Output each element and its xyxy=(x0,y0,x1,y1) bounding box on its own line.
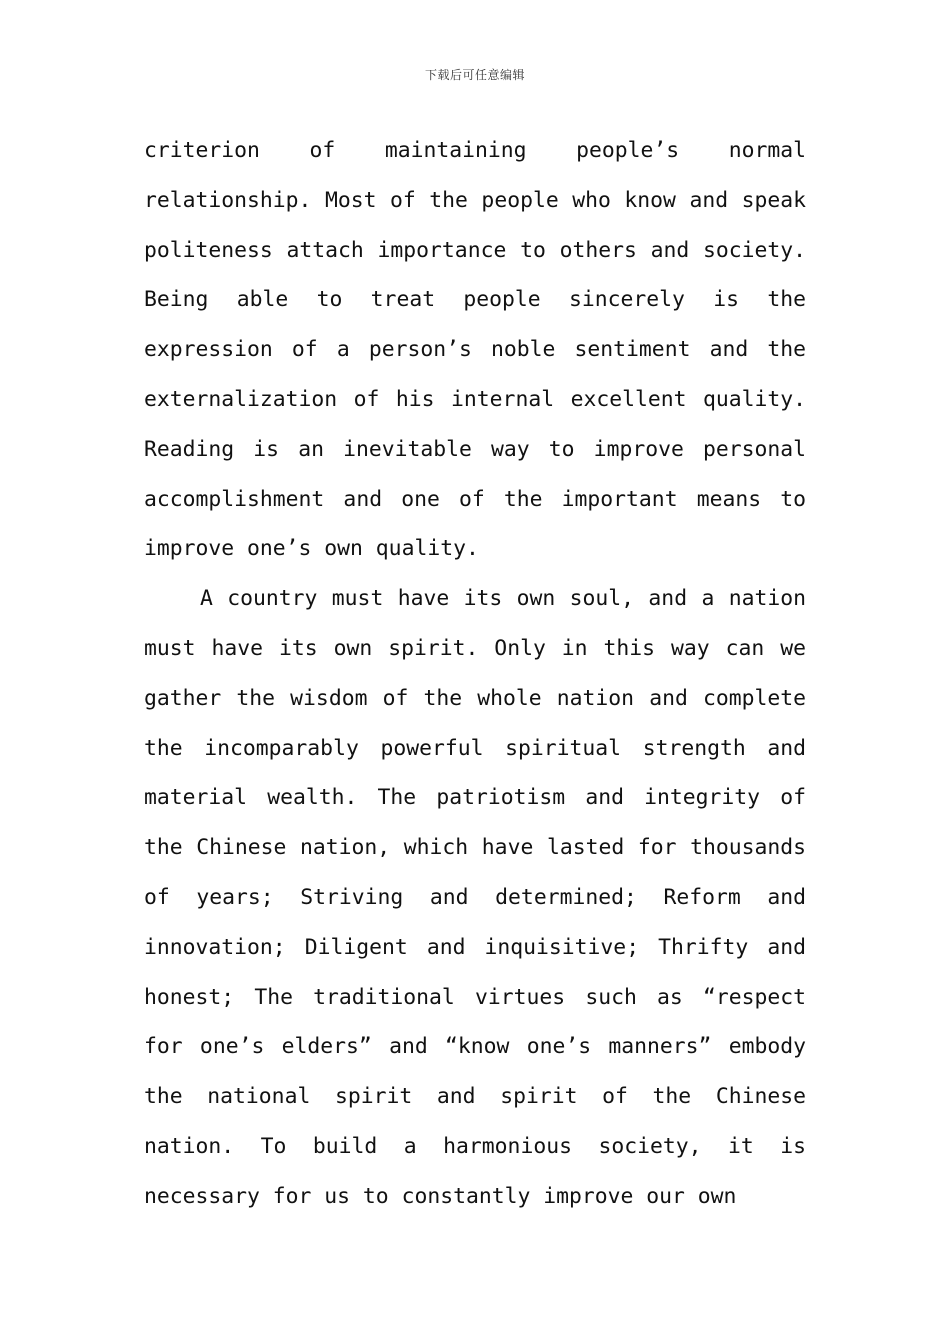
page-header: 下载后可任意编辑 xyxy=(424,68,525,82)
document-body xyxy=(144,126,806,1222)
paragraph-continuation: criterion of maintaining people’s normal relationship. Most of the people who know and speak politeness attach importance to others and society. Being able to treat people sincerely is the expression of a person’s noble sentiment and the externalization of his internal excellent quality. Reading is an inevitable way to improve personal accomplishment and one of the important means to improve one’s own quality. xyxy=(144,138,806,562)
paragraph-national-spirit: A country must have its own soul, and a nation must have its own spirit. Only in this way can we gather the wisdom of the whole nation and complete the incomparably powerful spiritual strength and material wealth. The patriotism and integrity of the Chinese nation, which have lasted for thousands of years; Striving and determined; Reform and innovation; Diligent and inquisitive; Thrifty and honest; The traditional virtues such as “respect for one’s elders” and “know one’s manners” embody the national spirit and spirit of the Chinese nation. To build a harmonious society, it is necessary for us to constantly improve our own xyxy=(144,586,806,1209)
